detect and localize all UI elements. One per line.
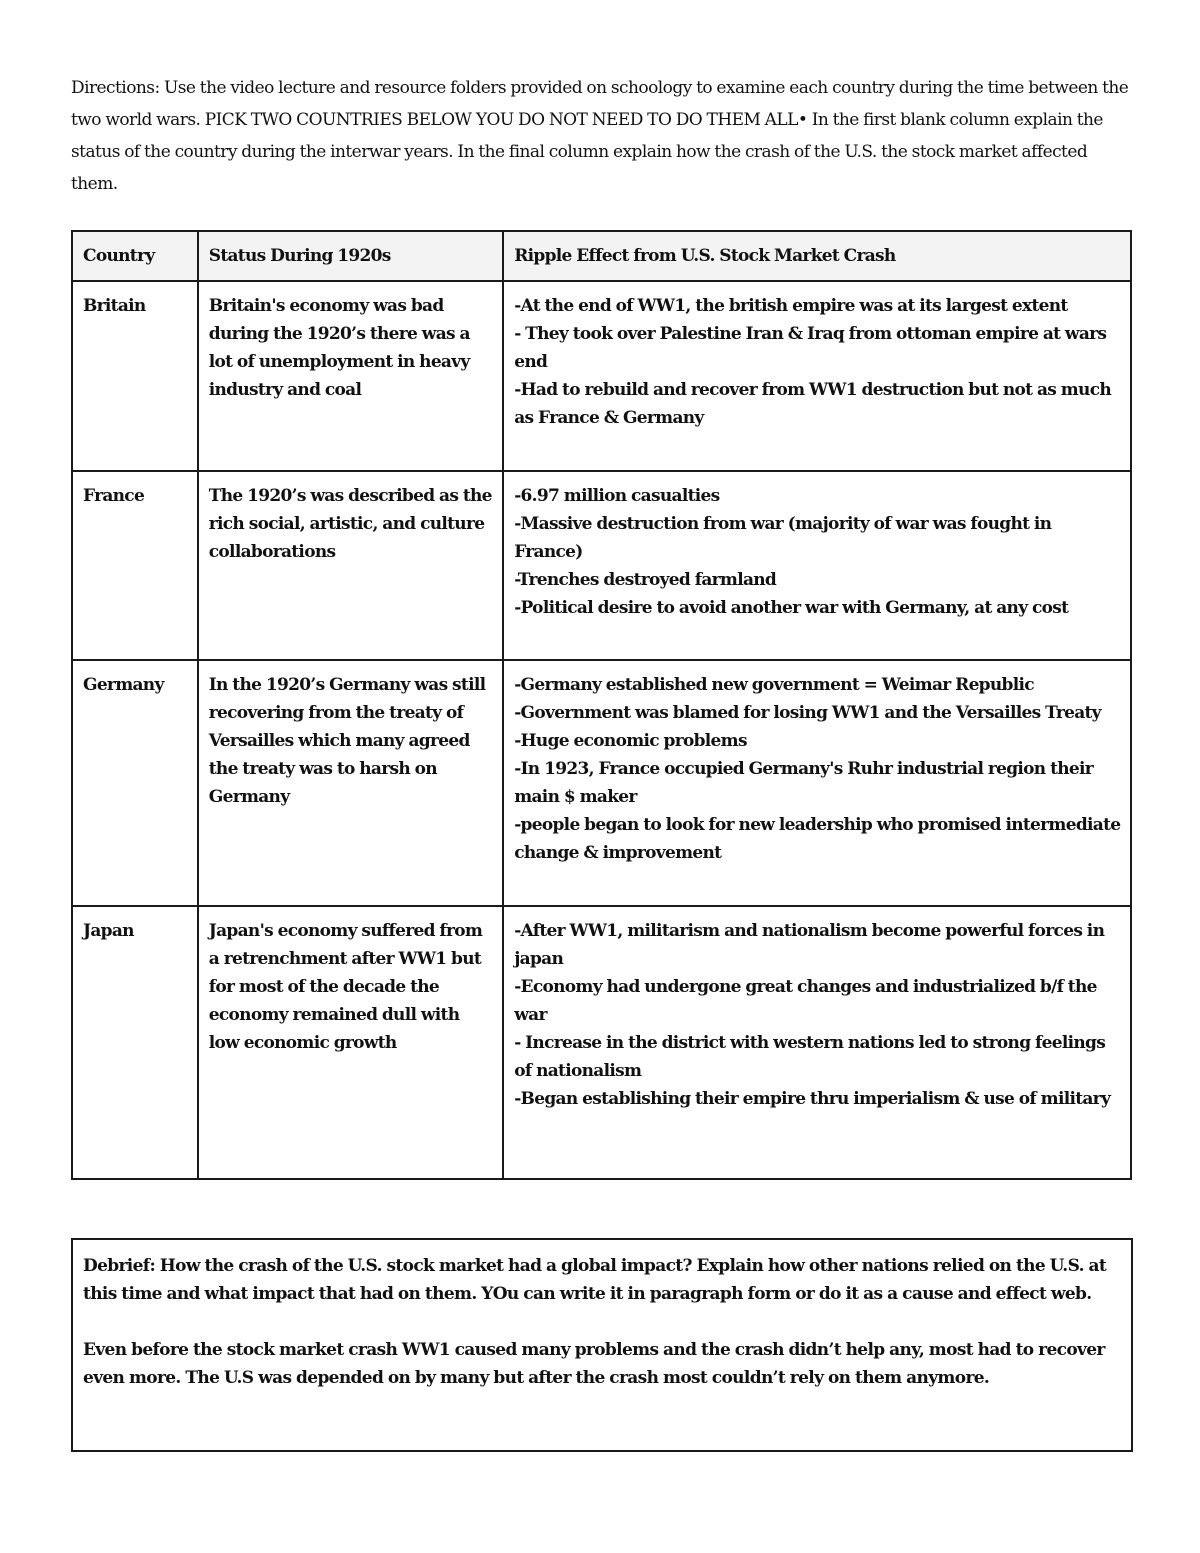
table-row-japan	[72, 906, 1131, 1179]
ripple-item: -Huge economic problems	[514, 731, 747, 751]
debrief-prompt: Debrief: How the crash of the U.S. stock market had a global impact? Explain how other nations relied on the U.S. at this time and what impact that had on them. YOu can write it in paragraph form or do it as a cause and effect web.	[83, 1256, 1107, 1304]
country-cell: Germany	[72, 660, 198, 906]
ripple-item: -Began establishing their empire thru imperialism & use of military	[514, 1089, 1111, 1109]
table-row-germany	[72, 660, 1131, 906]
ripple-item: - They took over Palestine Iran & Iraq from ottoman empire at wars end	[514, 324, 1107, 372]
status-cell: Japan's economy suffered from a retrenchment after WW1 but for most of the decade the economy remained dull with low economic growth	[198, 906, 503, 1179]
ripple-item: -Trenches destroyed farmland	[514, 570, 777, 590]
ripple-cell	[503, 660, 1131, 906]
ripple-cell	[503, 281, 1131, 471]
ripple-item: -people began to look for new leadership who promised intermediate change & improvement	[514, 815, 1121, 863]
debrief-box	[71, 1238, 1133, 1452]
ripple-item: -Massive destruction from war (majority of war was fought in France)	[514, 514, 1052, 562]
ripple-cell	[503, 471, 1131, 660]
interwar-countries-table	[71, 230, 1132, 1180]
country-cell: Japan	[72, 906, 198, 1179]
ripple-item: -At the end of WW1, the british empire was at its largest extent	[514, 296, 1068, 316]
country-cell: France	[72, 471, 198, 660]
debrief-answer: Even before the stock market crash WW1 caused many problems and the crash didn’t help any, most had to recover even more. The U.S was depended on by many but after the crash most couldn’t rely on them anymore.	[83, 1340, 1105, 1388]
ripple-item: -Political desire to avoid another war with Germany, at any cost	[514, 598, 1069, 618]
ripple-item: -Government was blamed for losing WW1 and the Versailles Treaty	[514, 703, 1101, 723]
table-row-britain	[72, 281, 1131, 471]
ripple-cell	[503, 906, 1131, 1179]
ripple-item: -Economy had undergone great changes and industrialized b/f the war	[514, 977, 1097, 1025]
table-row-france	[72, 471, 1131, 660]
ripple-item: -6.97 million casualties	[514, 486, 720, 506]
directions-text: Directions: Use the video lecture and resource folders provided on schoology to examine each country during the time between the two world wars. PICK TWO COUNTRIES BELOW YOU DO NOT NEED TO DO THEM ALL• In the first blank column explain the status of the country during the interwar years. In the final column explain how the crash of the U.S. the stock market affected them.	[71, 78, 1129, 194]
header-country: Country	[72, 231, 198, 281]
country-cell: Britain	[72, 281, 198, 471]
ripple-item: - Increase in the district with western nations led to strong feelings of nationalism	[514, 1033, 1106, 1081]
header-ripple: Ripple Effect from U.S. Stock Market Crash	[503, 231, 1131, 281]
ripple-item: -In 1923, France occupied Germany's Ruhr industrial region their main $ maker	[514, 759, 1094, 807]
ripple-item: -Had to rebuild and recover from WW1 destruction but not as much as France & Germany	[514, 380, 1112, 428]
header-status: Status During 1920s	[198, 231, 503, 281]
table-header-row	[72, 231, 1131, 281]
ripple-item: -Germany established new government = Weimar Republic	[514, 675, 1034, 695]
status-cell: The 1920’s was described as the rich social, artistic, and culture collaborations	[198, 471, 503, 660]
status-cell: In the 1920’s Germany was still recovering from the treaty of Versailles which many agreed the treaty was to harsh on Germany	[198, 660, 503, 906]
status-cell: Britain's economy was bad during the 1920’s there was a lot of unemployment in heavy industry and coal	[198, 281, 503, 471]
ripple-item: -After WW1, militarism and nationalism become powerful forces in japan	[514, 921, 1105, 969]
